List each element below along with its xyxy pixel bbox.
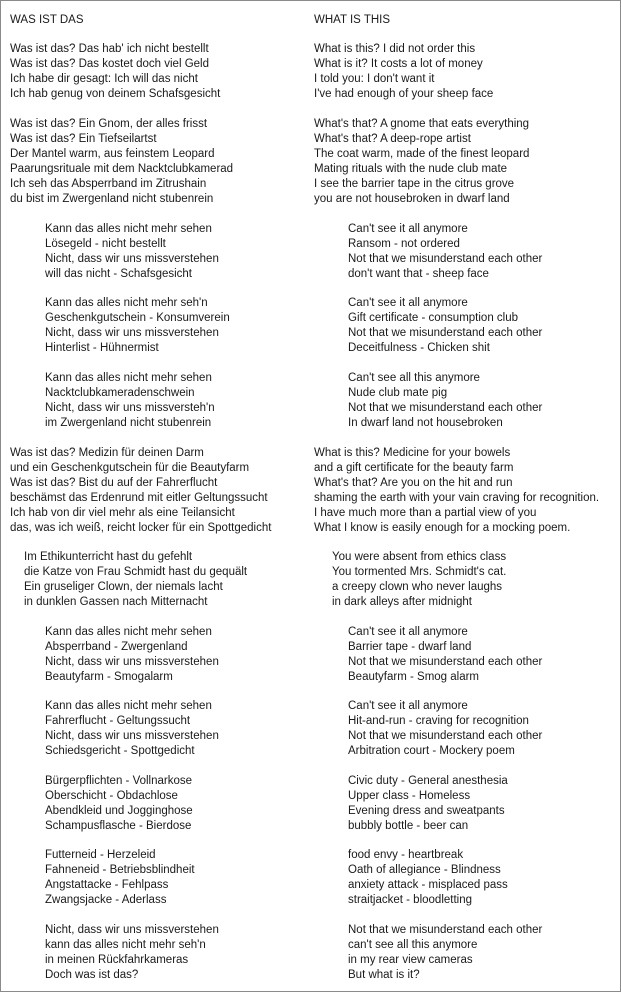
text-line: Im Ethikunterricht hast du gefehlt [24,551,193,563]
text-line: What's that? A gnome that eats everything [314,118,530,130]
text-line: anxiety attack - misplaced pass [348,879,508,891]
text-line: Can't see it all anymore [348,626,468,638]
text-line: I have much more than a partial view of you [314,507,537,519]
text-line: Not that we misunderstand each other [348,253,543,265]
text-line: Hit-and-run - craving for recognition [348,715,529,727]
text-line: Was ist das? Bist du auf der Fahrerflucht [10,477,218,489]
text-line: In dwarf land not housebroken [348,417,503,429]
text-line: in my rear view cameras [348,954,473,966]
text-line: Was ist das? Das kostet doch viel Geld [10,58,209,70]
text-line: im Zwergenland nicht stubenrein [45,417,212,429]
text-line: Hinterlist - Hühnermist [45,342,159,354]
text-line: Geschenkgutschein - Konsumverein [45,312,230,324]
text-line: Kann das alles nicht mehr seh'n [45,297,208,309]
text-line: Doch was ist das? [45,969,139,981]
text-line: Nicht, dass wir uns missverstehen [45,253,219,265]
text-line: Lösegeld - nicht bestellt [45,238,166,250]
text-line: Not that we misunderstand each other [348,656,543,668]
text-line: Nacktclubkameradenschwein [45,387,195,399]
text-line: Kann das alles nicht mehr sehen [45,626,212,638]
text-line: Was ist das? Ein Gnom, der alles frisst [10,118,208,130]
text-line: Schampusflasche - Bierdose [45,820,192,832]
text-line: Can't see it all anymore [348,700,468,712]
text-line: Mating rituals with the nude club mate [314,163,508,175]
text-line: Oberschicht - Obdachlose [45,790,178,802]
text-line: Was ist das? Das hab' ich nicht bestellt [10,43,209,55]
text-line: What I know is easily enough for a mocking poem. [314,522,571,534]
text-line: und ein Geschenkgutschein für die Beautyfarm [10,462,250,474]
text-line: Can't see it all anymore [348,297,468,309]
text-line: Nicht, dass wir uns missversteh'n [45,402,215,414]
text-line: in dunklen Gassen nach Mitternacht [24,596,208,608]
text-line: Ich habe dir gesagt: Ich will das nicht [10,73,198,85]
text-line: in meinen Rückfahrkameras [45,954,189,966]
text-line: Gift certificate - consumption club [348,312,519,324]
text-line: Abendkleid und Jogginghose [45,805,193,817]
text-line: Kann das alles nicht mehr sehen [45,372,212,384]
text-line: Der Mantel warm, aus feinstem Leopard [10,148,215,160]
text-line: I've had enough of your sheep face [314,88,494,100]
text-line: and a gift certificate for the beauty farm [314,462,514,474]
text-line: du bist im Zwergenland nicht stubenrein [10,193,214,205]
text-line: Kann das alles nicht mehr sehen [45,700,212,712]
text-line: Not that we misunderstand each other [348,730,543,742]
text-line: Bürgerpflichten - Vollnarkose [45,775,193,787]
text-line: Nude club mate pig [348,387,448,399]
text-line: shaming the earth with your vain craving for recognition. [314,492,600,504]
text-line: Kann das alles nicht mehr sehen [45,223,212,235]
text-line: Beautyfarm - Smog alarm [348,671,480,683]
text-line: What's that? A deep-rope artist [314,133,471,145]
text-line: Was ist das? Ein Tiefseilartst [10,133,157,145]
text-line: Evening dress and sweatpants [348,805,505,817]
text-line: die Katze von Frau Schmidt hast du gequält [24,566,248,578]
text-line: Nicht, dass wir uns missverstehen [45,656,219,668]
text-line: Schiedsgericht - Spottgedicht [45,745,195,757]
text-line: das, was ich weiß, reicht locker für ein Spottgedicht [10,522,272,534]
text-line: What is this? I did not order this [314,43,476,55]
text-line: Angstattacke - Fehlpass [45,879,169,891]
text-line: a creepy clown who never laughs [332,581,503,593]
text-line: Arbitration court - Mockery poem [348,745,515,757]
text-line: Not that we misunderstand each other [348,402,543,414]
text-line: You were absent from ethics class [332,551,507,563]
text-line: But what is it? [348,969,420,981]
text-line: Ich hab von dir viel mehr als eine Teilansicht [10,507,235,519]
text-line: Nicht, dass wir uns missverstehen [45,327,219,339]
text-line: Nicht, dass wir uns missverstehen [45,924,219,936]
text-line: will das nicht - Schafsgesicht [45,268,193,280]
text-line: Beautyfarm - Smogalarm [45,671,173,683]
text-line: What is this? Medicine for your bowels [314,447,511,459]
text-line: The coat warm, made of the finest leopard [314,148,530,160]
text-line: Ich seh das Absperrband im Zitrushain [10,178,207,190]
text-line: What's that? Are you on the hit and run [314,477,513,489]
text-line: You tormented Mrs. Schmidt's cat. [332,566,507,578]
text-line: Upper class - Homeless [348,790,471,802]
text-line: food envy - heartbreak [348,849,464,861]
text-line: Ransom - not ordered [348,238,460,250]
text-line: Oath of allegiance - Blindness [348,864,501,876]
text-line: Ein gruseliger Clown, der niemals lacht [24,581,223,593]
text-line: straitjacket - bloodletting [348,894,473,906]
text-line: Absperrband - Zwergenland [45,641,188,653]
text-line: Nicht, dass wir uns missverstehen [45,730,219,742]
text-line: Barrier tape - dwarf land [348,641,472,653]
text-line: I told you: I don't want it [314,73,435,85]
text-line: Can't see all this anymore [348,372,480,384]
text-line: Was ist das? Medizin für deinen Darm [10,447,204,459]
text-line: What is it? It costs a lot of money [314,58,483,70]
text-line: Zwangsjacke - Aderlass [45,894,167,906]
text-line: I see the barrier tape in the citrus grove [314,178,515,190]
text-line: Ich hab genug von deinem Schafsgesicht [10,88,221,100]
german-title: WAS IST DAS [10,14,84,26]
text-line: kann das alles nicht mehr seh'n [45,939,206,951]
text-line: bubbly bottle - beer can [348,820,469,832]
text-line: Fahneneid - Betriebsblindheit [45,864,195,876]
english-title: WHAT IS THIS [314,14,391,26]
text-line: don't want that - sheep face [348,268,489,280]
text-line: beschämst das Erdenrund mit eitler Geltungssucht [10,492,268,504]
text-line: in dark alleys after midnight [332,596,472,608]
text-line: can't see all this anymore [348,939,478,951]
text-line: Fahrerflucht - Geltungssucht [45,715,191,727]
text-line: Deceitfulness - Chicken shit [348,342,490,354]
text-line: Not that we misunderstand each other [348,924,543,936]
text-line: Paarungsrituale mit dem Nacktclubkamerad [10,163,234,175]
text-line: Civic duty - General anesthesia [348,775,508,787]
text-line: you are not housebroken in dwarf land [314,193,510,205]
text-line: Can't see it all anymore [348,223,468,235]
text-line: Not that we misunderstand each other [348,327,543,339]
text-line: Futterneid - Herzeleid [45,849,156,861]
